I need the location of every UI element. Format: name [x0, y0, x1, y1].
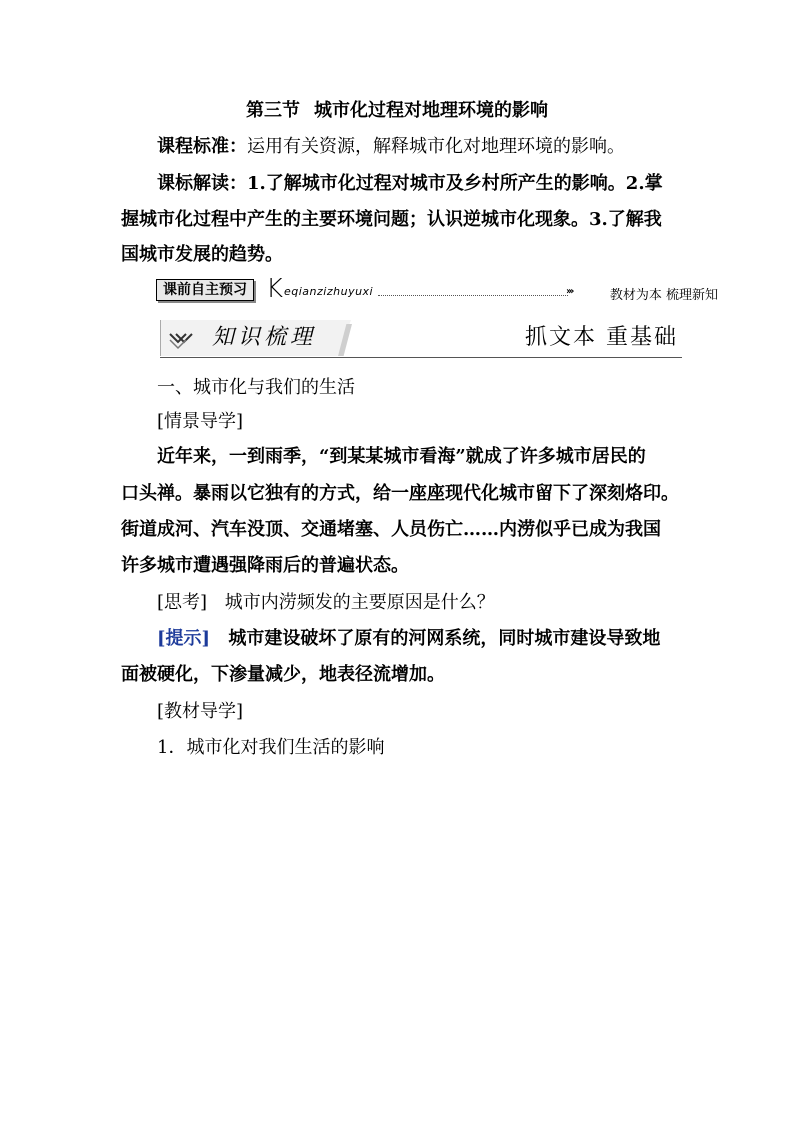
course-standard-label: 课程标准： [157, 136, 247, 157]
think-row [121, 586, 681, 620]
interpretation-text-1: 1.了解城市化过程对城市及乡村所产生的影响。2.掌 [247, 173, 663, 194]
banner-k-letter: K [266, 274, 284, 304]
interpretation-label: 课标解读： [157, 173, 247, 194]
preview-banner [156, 274, 718, 305]
banner-pinyin: eqianzizhuyuxi [284, 285, 374, 298]
interpretation-line-2: 握城市化过程中产生的主要环境问题；认识逆城市化现象。3.了解我 [121, 209, 662, 230]
preview-tag: 课前自主预习 [156, 279, 254, 301]
interpretation-line-1 [121, 167, 681, 201]
course-standard [121, 130, 681, 164]
scene-paragraph-line-3: 街道成河、汽车没顶、交通堵塞、人员伤亡……内涝似乎已成为我国 [121, 519, 661, 540]
think-text: 城市内涝频发的主要原因是什么？ [224, 592, 495, 613]
section-title [0, 96, 794, 122]
section-header-underline [160, 357, 682, 358]
banner-arrows-icon: ››› [566, 286, 573, 297]
interpretation-line-3: 国城市发展的趋势。 [121, 244, 283, 265]
scene-label: [情景导学] [157, 411, 244, 432]
scene-paragraph-line-2: 口头禅。暴雨以它独有的方式，给一座座现代化城市留下了深刻烙印。 [121, 483, 679, 504]
heading-1: 一、城市化与我们的生活 [157, 377, 355, 398]
section-number: 第三节 [246, 100, 300, 121]
textbook-label: [教材导学] [157, 701, 244, 722]
scene-paragraph-line-1: 近年来，一到雨季，“到某某城市看海”就成了许多城市居民的 [157, 446, 646, 467]
tip-row [121, 622, 681, 656]
item-1: 1．城市化对我们生活的影响 [157, 737, 385, 758]
banner-dotted-line [378, 295, 568, 296]
tip-text-1: 城市建设破坏了原有的河网系统，同时城市建设导致地 [228, 628, 661, 649]
section-title-text: 城市化过程对地理环境的影响 [314, 100, 548, 121]
scene-paragraph-line-4: 许多城市遭遇强降雨后的普遍状态。 [121, 555, 409, 576]
tip-label: [提示] [157, 628, 211, 649]
course-standard-text: 运用有关资源，解释城市化对地理环境的影响。 [247, 136, 625, 157]
section-header-label: 知识梳理 [212, 325, 317, 350]
tip-text-2: 面被硬化，下渗量减少，地表径流增加。 [121, 664, 445, 685]
banner-right-text: 教材为本 梳理新知 [609, 288, 718, 303]
chevrons-icon [168, 328, 196, 350]
knowledge-section-header [160, 320, 682, 358]
think-label: [思考] [157, 592, 208, 613]
section-header-right: 抓文本 重基础 [525, 325, 678, 350]
